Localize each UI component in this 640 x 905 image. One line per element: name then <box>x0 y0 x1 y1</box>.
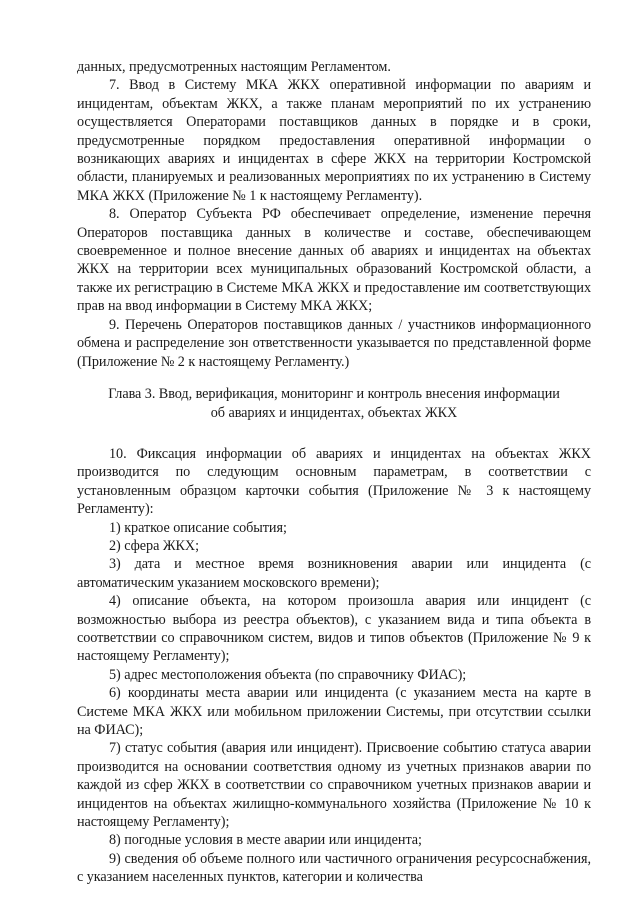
list-item: 2) сфера ЖКХ; <box>109 537 199 554</box>
list-item: 7) статус события (авария или инцидент). Присвоение событию статуса аварии производится на основании соответствия одному из учетных признаков аварии по каждой из сфер ЖКХ в соответствии со справочником учетных признаков аварии и инцидентов на объектах жилищно-коммунального хозяйства (Приложение № 10 к настоящему Регламенту); <box>77 740 591 831</box>
chapter-heading-line1: Глава 3. Ввод, верификация, мониторинг и контроль внесения информации <box>108 385 560 402</box>
list-item: 1) краткое описание события; <box>109 519 287 536</box>
intro-line: данных, предусмотренных настоящим Регламентом. <box>77 59 391 75</box>
list-item: 6) координаты места аварии или инцидента (с указанием места на карте в Системе МКА ЖКХ или мобильном приложении Системы, при отсутствии ссылки на ФИАС); <box>77 685 591 738</box>
chapter-heading-line2: об авариях и инцидентах, объектах ЖКХ <box>210 404 458 421</box>
chapter-heading <box>77 385 591 423</box>
paragraph-10: 10. Фиксация информации об авариях и инцидентах на объектах ЖКХ производится по следующим основным параметрам, в соответствии с установленным образцом карточки события (Приложение № 3 к настоящему Регламенту): <box>77 445 591 518</box>
list-item: 8) погодные условия в месте аварии или инцидента; <box>109 832 422 849</box>
list-item: 5) адрес местоположения объекта (по справочнику ФИАС); <box>109 666 467 683</box>
paragraph-8: 8. Оператор Субъекта РФ обеспечивает определение, изменение перечня Операторов поставщика данных в количестве и составе, обеспечивающем своевременное и полное внесение данных об авариях и инцидентах на объектах ЖКХ на территории всех муниципальных образований Костромской области, а также их регистрацию в Системе МКА ЖКХ и предоставление им соответствующих прав на ввод информации в Систему МКА ЖКХ; <box>77 206 591 315</box>
paragraph-7: 7. Ввод в Систему МКА ЖКХ оперативной информации по авариям и инцидентам, объектам ЖКХ, а также планам мероприятий по их устранению осуществляется Операторами поставщиков данных в порядке и в сроки, предусмотренные порядком предоставления оперативной информации о возникающих авариях и инцидентах в сфере ЖКХ на территории Костромской области, планируемых и реализованных мероприятиях по их устранению в Систему МКА ЖКХ (Приложение № 1 к настоящему Регламенту). <box>77 77 591 204</box>
spacer <box>77 423 591 445</box>
list-item: 9) сведения об объеме полного или частичного ограничения ресурсоснабжения, с указанием населенных пунктов, категории и количества <box>77 850 591 886</box>
list-item: 3) дата и местное время возникновения аварии или инцидента (с автоматическим указанием московского времени); <box>77 556 591 591</box>
document-page <box>77 58 591 887</box>
list-item: 4) описание объекта, на котором произошла авария или инцидент (с возможностью выбора из реестра объектов), с указанием вида и типа объекта в соответствии со справочником систем, видов и типов объектов (Приложение № 9 к настоящему Регламенту); <box>77 593 591 665</box>
paragraph-9: 9. Перечень Операторов поставщиков данных / участников информационного обмена и распределение зон ответственности указывается по представленной форме (Приложение № 2 к настоящему Регламенту.) <box>77 316 591 370</box>
